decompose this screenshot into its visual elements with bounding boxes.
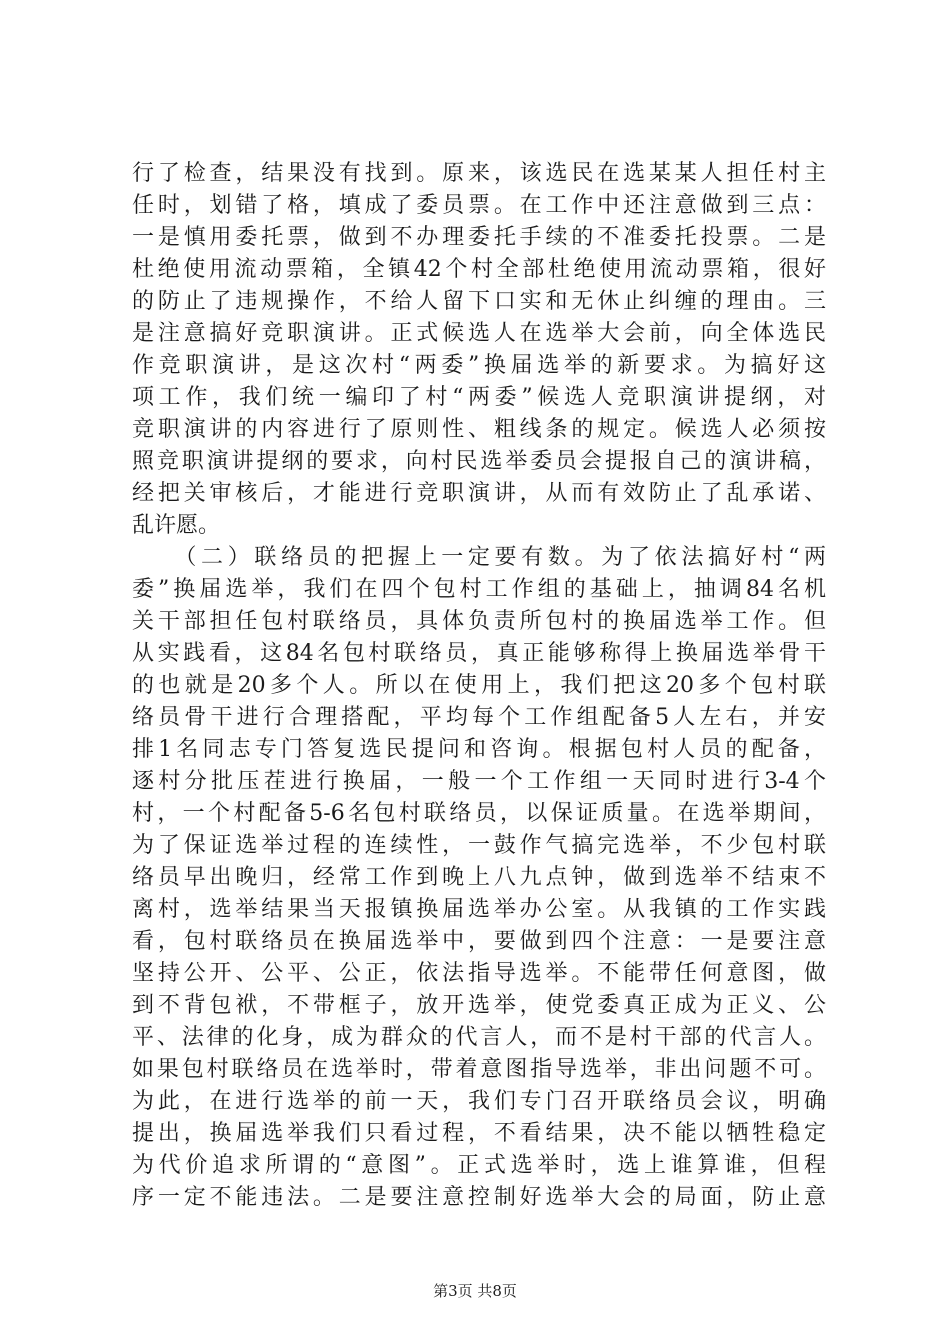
text-line: 提出，换届选举我们只看过程，不看结果，决不能以牺牲稳定: [132, 1121, 826, 1146]
text-line: 照竞职演讲提纲的要求，向村民选举委员会提报自己的演讲稿，: [132, 449, 826, 474]
text-line: 逐村分批压茬进行换届，一般一个工作组一天同时进行3-4个: [132, 769, 826, 794]
text-line: 看，包村联络员在换届选举中，要做到四个注意：一是要注意: [132, 929, 826, 954]
text-line: 乱许愿。: [132, 513, 221, 538]
text-line: 是注意搞好竞职演讲。正式候选人在选举大会前，向全体选民: [132, 321, 826, 346]
text-line: 为此，在进行选举的前一天，我们专门召开联络员会议，明确: [132, 1089, 826, 1114]
text-line: 作竞职演讲，是这次村“两委”换届选举的新要求。为搞好这: [132, 353, 826, 378]
text-line: 竞职演讲的内容进行了原则性、粗线条的规定。候选人必须按: [132, 417, 826, 442]
text-line: 为了保证选举过程的连续性，一鼓作气搞完选举，不少包村联: [132, 833, 826, 858]
text-line: 委”换届选举，我们在四个包村工作组的基础上，抽调84名机: [132, 577, 826, 602]
text-line: 如果包村联络员在选举时，带着意图指导选举，非出问题不可。: [132, 1057, 826, 1082]
text-line: 坚持公开、公平、公正，依法指导选举。不能带任何意图，做: [132, 961, 826, 986]
text-line: 为代价追求所谓的“意图”。正式选举时，选上谁算谁，但程: [132, 1153, 826, 1178]
text-line: 关干部担任包村联络员，具体负责所包村的换届选举工作。但: [132, 609, 826, 634]
text-line: 络员早出晚归，经常工作到晚上八九点钟，做到选举不结束不: [132, 865, 826, 890]
text-line: 经把关审核后，才能进行竞职演讲，从而有效防止了乱承诺、: [132, 481, 826, 506]
text-line: 的防止了违规操作，不给人留下口实和无休止纠缠的理由。三: [132, 289, 826, 314]
text-line: 到不背包袱，不带框子，放开选举，使党委真正成为正义、公: [132, 993, 826, 1018]
text-line: 络员骨干进行合理搭配，平均每个工作组配备5人左右，并安: [132, 705, 826, 730]
body-text: [132, 158, 826, 1214]
text-line: 一是慎用委托票，做到不办理委托手续的不准委托投票。二是: [132, 225, 826, 250]
text-line: 离村，选举结果当天报镇换届选举办公室。从我镇的工作实践: [132, 897, 826, 922]
text-line: 杜绝使用流动票箱，全镇42个村全部杜绝使用流动票箱，很好: [132, 257, 826, 282]
text-line: 任时，划错了格，填成了委员票。在工作中还注意做到三点：: [132, 193, 826, 218]
text-line: 平、法律的化身，成为群众的代言人，而不是村干部的代言人。: [132, 1025, 826, 1050]
text-line: （二）联络员的把握上一定要有数。为了依法搞好村“两: [132, 545, 826, 570]
text-line: 的也就是20多个人。所以在使用上，我们把这20多个包村联: [132, 673, 826, 698]
text-line: 村，一个村配备5-6名包村联络员，以保证质量。在选举期间，: [132, 801, 826, 826]
text-line: 从实践看，这84名包村联络员，真正能够称得上换届选举骨干: [132, 641, 826, 666]
text-line: 排1名同志专门答复选民提问和咨询。根据包村人员的配备，: [132, 737, 826, 762]
text-line: 序一定不能违法。二是要注意控制好选举大会的局面，防止意: [132, 1185, 826, 1210]
page-footer: 第3页 共8页: [433, 1282, 517, 1300]
text-line: 行了检查，结果没有找到。原来，该选民在选某某人担任村主: [132, 161, 826, 186]
text-line: 项工作，我们统一编印了村“两委”候选人竞职演讲提纲，对: [132, 385, 826, 410]
